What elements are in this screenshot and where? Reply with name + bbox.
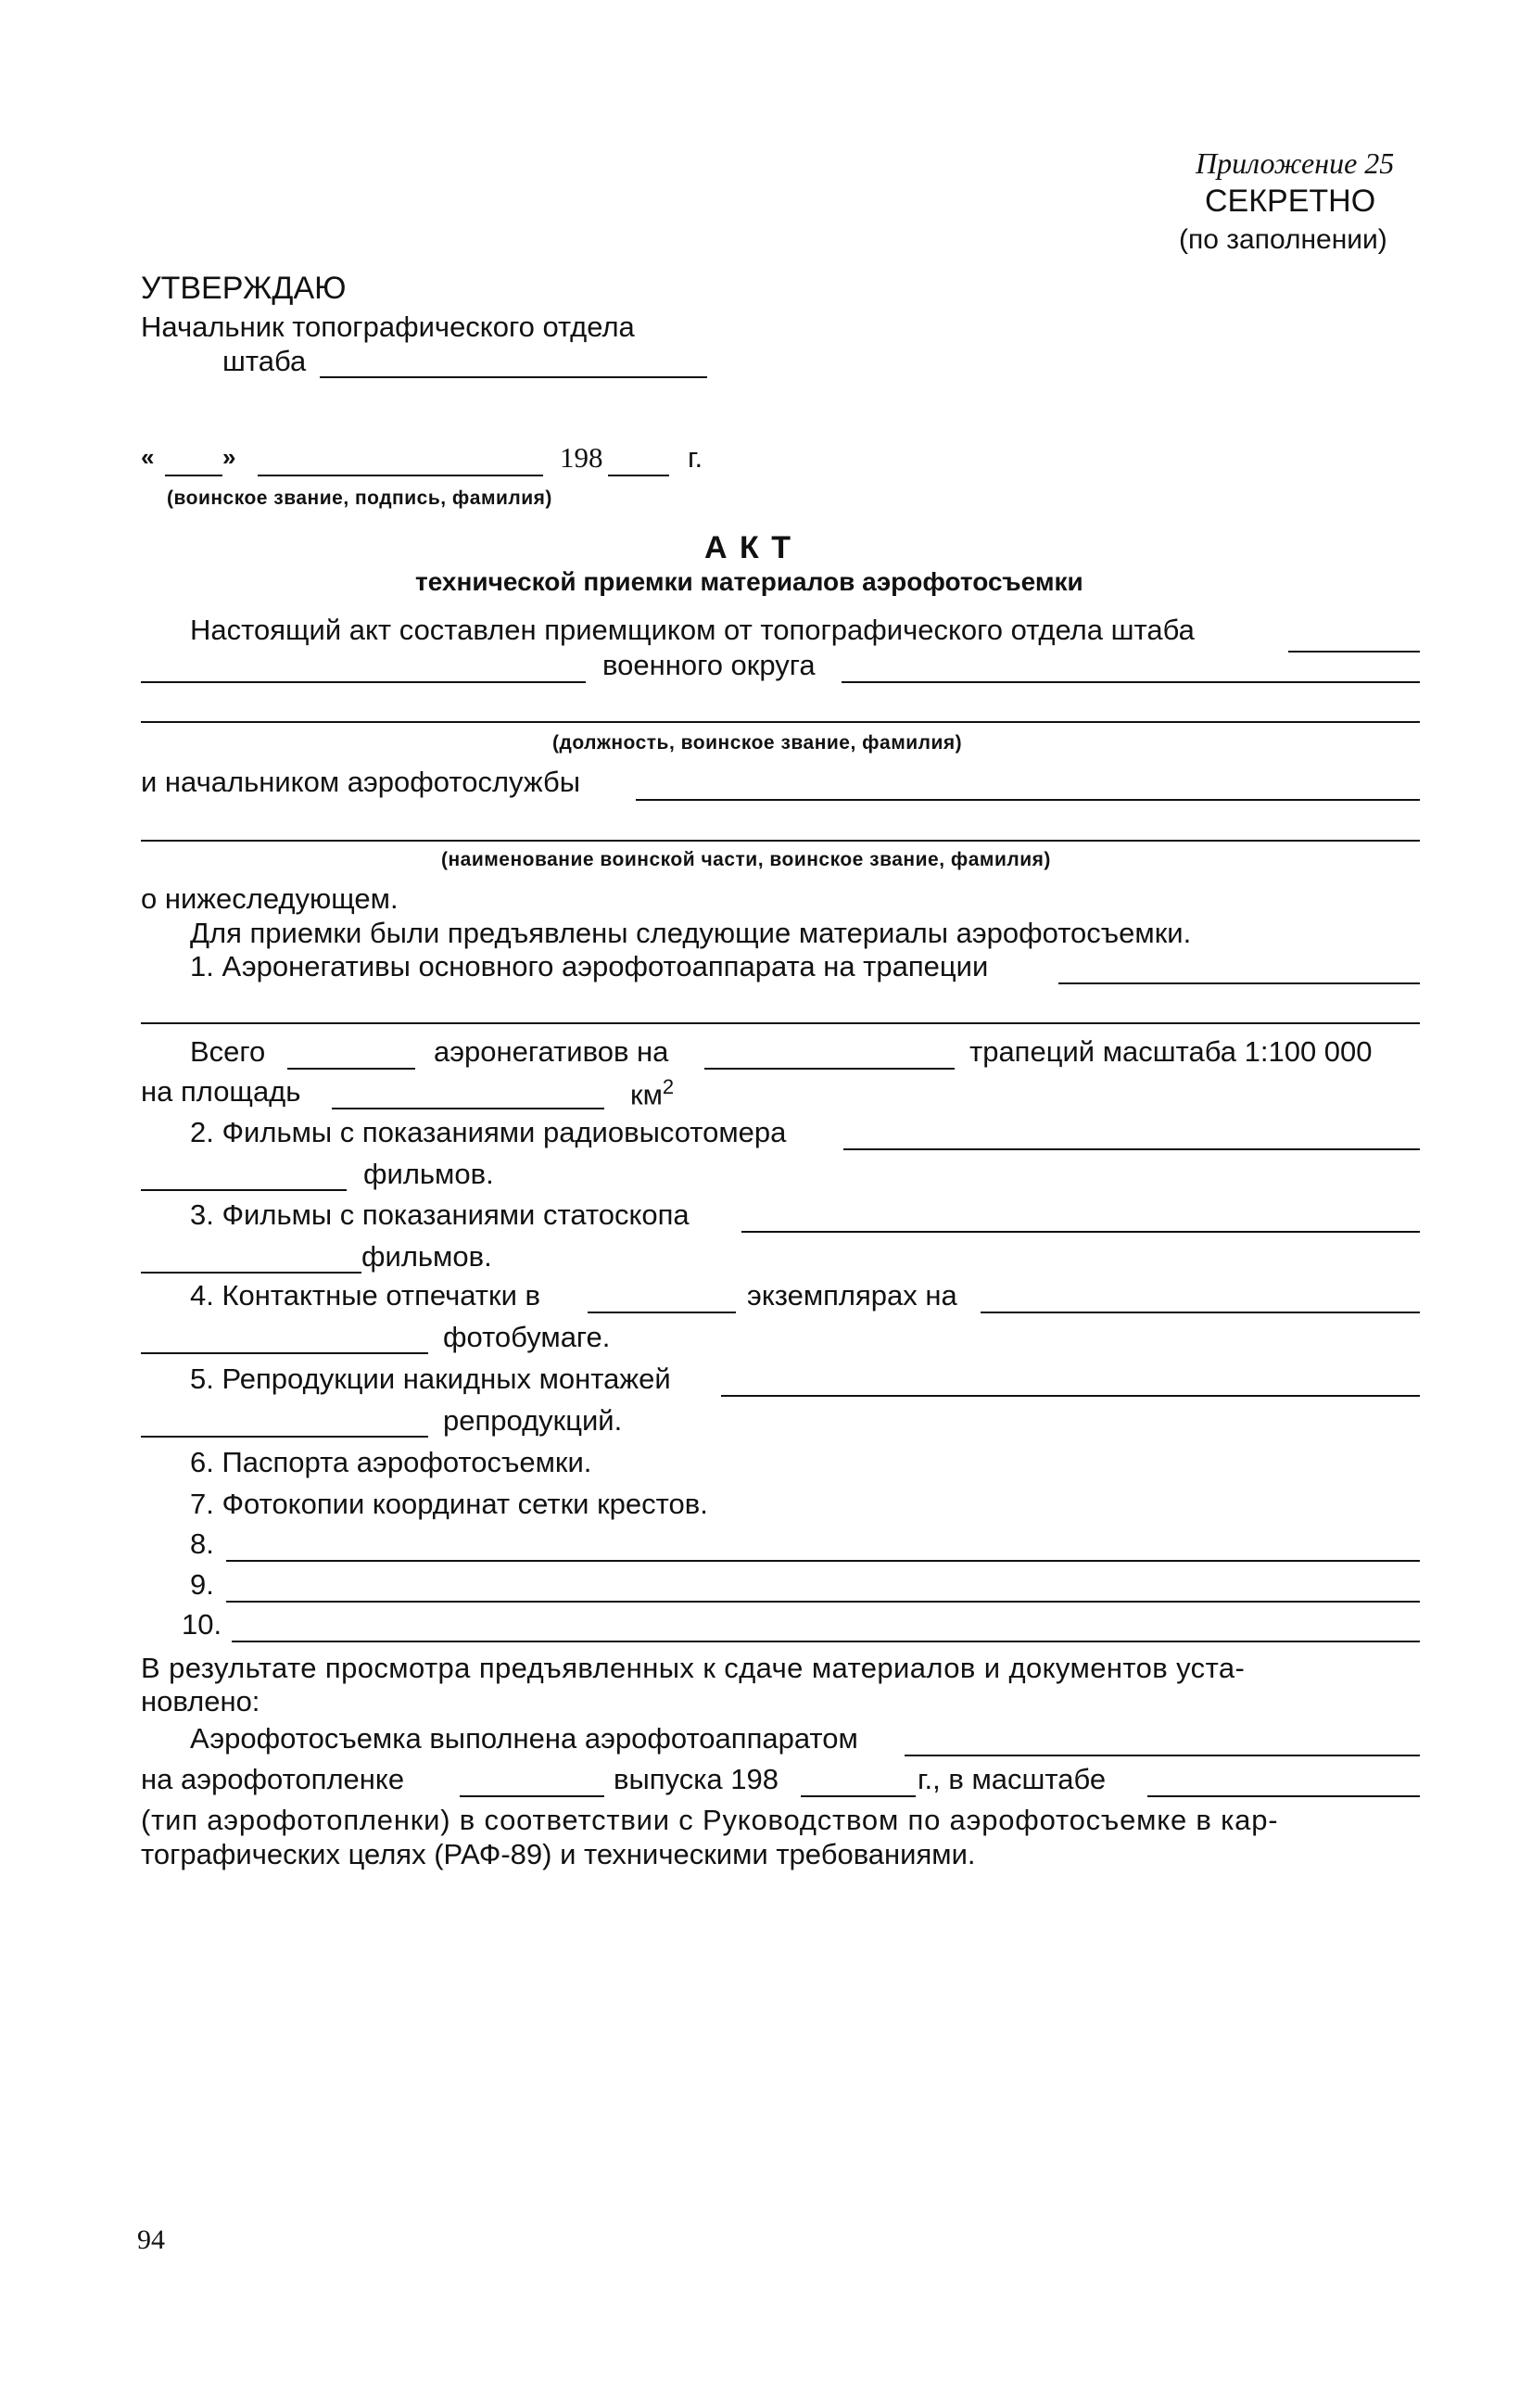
area-blank[interactable]	[332, 1108, 604, 1109]
item-1: 1. Аэронегативы основного аэрофотоаппарата на трапеции	[190, 950, 989, 982]
item-3-end: фильмов.	[361, 1240, 492, 1273]
act-title: А К Т	[704, 530, 792, 565]
month-blank-line[interactable]	[258, 475, 543, 476]
item-9: 9.	[190, 1568, 214, 1601]
item-5-blank[interactable]	[721, 1395, 1420, 1397]
result-scale-label: г., в масштабе	[918, 1763, 1107, 1795]
item-5-end: репродукций.	[443, 1404, 623, 1437]
appendix-label: Приложение 25	[1196, 146, 1395, 180]
item-4-end: фотобумаге.	[443, 1321, 611, 1353]
item-8: 8.	[190, 1527, 214, 1560]
day-blank-line[interactable]	[165, 475, 222, 476]
item-5: 5. Репродукции накидных монтажей	[190, 1362, 671, 1395]
result-camera-blank[interactable]	[905, 1755, 1420, 1756]
total-count-blank[interactable]	[287, 1068, 415, 1070]
staff-blank-line[interactable]	[320, 376, 707, 378]
total-negatives-label: аэронегативов на	[434, 1035, 669, 1068]
area-unit-exponent: 2	[662, 1075, 675, 1098]
approve-year-suffix: г.	[688, 441, 703, 474]
item-2-count-blank[interactable]	[141, 1189, 347, 1191]
quote-open: «	[141, 443, 155, 471]
total-trapezoid-blank[interactable]	[704, 1068, 955, 1070]
item-5-count-blank[interactable]	[141, 1436, 428, 1438]
item-6: 6. Паспорта аэрофотосъемки.	[190, 1446, 592, 1478]
act-subtitle: технической приемки материалов аэрофотосъемки	[415, 567, 1083, 596]
item-3: 3. Фильмы с показаниями статоскопа	[190, 1198, 690, 1231]
item-4-copies-blank[interactable]	[588, 1312, 736, 1313]
approve-staff: штаба	[222, 345, 307, 377]
result-scale-blank[interactable]	[1147, 1795, 1420, 1797]
item-4-mid: экземплярах на	[747, 1279, 957, 1312]
item-7: 7. Фотокопии координат сетки крестов.	[190, 1488, 708, 1520]
intro-line-5: Для приемки были предъявлены следующие материалы аэрофотосъемки.	[190, 917, 1192, 949]
intro-caption-2: (наименование воинской части, воинское звание, фамилия)	[441, 849, 1051, 870]
result-film-blank[interactable]	[460, 1795, 604, 1797]
item-2-blank[interactable]	[843, 1148, 1420, 1150]
area-label: на площадь	[141, 1075, 301, 1108]
page-number: 94	[137, 2224, 165, 2255]
item-10: 10.	[182, 1608, 222, 1641]
intro-line-1: Настоящий акт составлен приемщиком от топографического отдела штаба	[190, 614, 1195, 646]
year-blank-line[interactable]	[608, 475, 669, 476]
item-2-end: фильмов.	[363, 1158, 494, 1190]
item-4-paper-blank[interactable]	[981, 1312, 1420, 1313]
result-issue-blank[interactable]	[801, 1795, 916, 1797]
intro-line-4: о нижеследующем.	[141, 882, 399, 915]
approve-position: Начальник топографического отдела	[141, 311, 635, 343]
intro-service-blank[interactable]	[636, 799, 1420, 801]
item-3-count-blank[interactable]	[141, 1272, 361, 1274]
item-1-blank[interactable]	[1058, 982, 1420, 984]
intro-district-blank-2[interactable]	[842, 681, 1420, 683]
quote-close: »	[222, 443, 236, 471]
item-3-blank[interactable]	[741, 1231, 1420, 1233]
approve-title: УТВЕРЖДАЮ	[141, 271, 347, 306]
result-p5: тографических целях (РАФ-89) и техническими требованиями.	[141, 1838, 976, 1870]
total-scale-label: трапеций масштаба 1:100 000	[969, 1035, 1373, 1068]
item-4: 4. Контактные отпечатки в	[190, 1279, 540, 1312]
result-issue-label: выпуска 198	[614, 1763, 779, 1795]
result-p4: (тип аэрофотопленки) в соответствии с Руководством по аэрофотосъемке в кар-	[141, 1804, 1279, 1836]
item-1-blank-2[interactable]	[141, 1022, 1420, 1024]
item-4-paper-blank-2[interactable]	[141, 1352, 428, 1354]
intro-position-blank[interactable]	[141, 721, 1420, 723]
approve-year: 198	[560, 441, 603, 474]
item-9-blank[interactable]	[226, 1601, 1420, 1603]
item-8-blank[interactable]	[226, 1560, 1420, 1562]
item-2: 2. Фильмы с показаниями радиовысотомера	[190, 1116, 787, 1148]
total-label: Всего	[190, 1035, 266, 1068]
intro-line-2: военного округа	[602, 649, 816, 681]
secret-note: (по заполнении)	[1179, 224, 1387, 255]
result-p1: В результате просмотра предъявленных к сдаче материалов и документов уста-	[141, 1652, 1246, 1684]
result-film-label: на аэрофотопленке	[141, 1763, 405, 1795]
result-p1b: новлено:	[141, 1685, 260, 1717]
result-p2: Аэрофотосъемка выполнена аэрофотоаппаратом	[190, 1722, 858, 1755]
intro-line-3: и начальником аэрофотослужбы	[141, 766, 581, 798]
approve-caption: (воинское звание, подпись, фамилия)	[167, 488, 552, 509]
item-10-blank[interactable]	[232, 1641, 1420, 1642]
intro-caption-1: (должность, воинское звание, фамилия)	[552, 732, 963, 754]
intro-district-blank[interactable]	[141, 681, 586, 683]
intro-unit-blank[interactable]	[141, 840, 1420, 842]
secret-stamp: СЕКРЕТНО	[1205, 184, 1376, 219]
area-unit: $км^2$	[630, 1075, 675, 1111]
intro-staff-blank[interactable]	[1288, 651, 1420, 653]
